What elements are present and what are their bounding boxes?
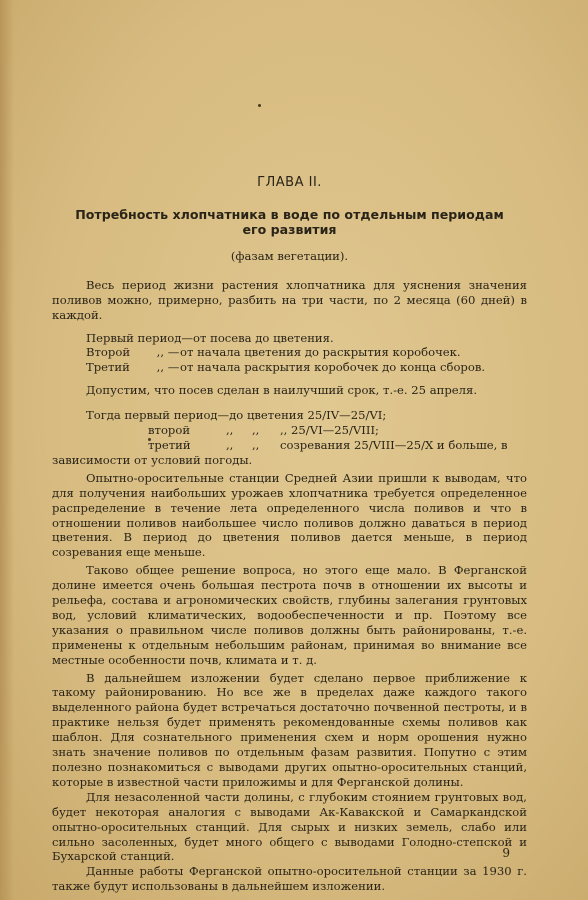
timeline-label: третий <box>148 437 191 452</box>
timeline-label: второй <box>148 423 191 438</box>
page-number: 9 <box>502 846 510 860</box>
page-edge-shadow <box>0 0 14 900</box>
period-text: от начала раскрытия коробочек до конца сборов. <box>180 360 486 375</box>
chapter-title <box>52 207 527 237</box>
paragraph-6: Для незасоленной части долины, с глубоким стоянием грунтовых вод, будет некоторая аналогия с выводами Ак-Кавакской и Самаркандской опытно-оросительных станций. Для сырых и низких земель, слабо или сильно засоленных, будет много общего с выводами Голодно-степской и Бухарской станций. <box>52 789 527 864</box>
period-dash: ,, — <box>156 360 180 375</box>
timeline-list <box>52 408 527 453</box>
timeline-row <box>148 423 527 438</box>
timeline-row <box>148 438 527 453</box>
period-row <box>86 360 527 375</box>
paragraph-7: Данные работы Ферганской опытно-оросительной станции за 1930 г. также будут использованы в дальнейшем изложении. <box>52 864 527 894</box>
timeline-dates: ,, 25/VI—25/VIII; <box>280 423 379 438</box>
period-label: Третий <box>86 360 130 375</box>
paragraph-4: Таково общее решение вопроса, но этого еще мало. В Ферганской долине имеется очень большая пестрота почв в отношении их высоты и рельефа, состава и агрономических свойств, глубины залегания грунтовых вод, условий климатических, водообеспеченности и пр. Поэтому все указания о правильном числе поливов должны быть районированы, т.-е. применены к отдельным небольшим районам, принимая во внимание все местные особенности почв, климата и т. д. <box>52 563 527 667</box>
timeline-ditto: ,, <box>252 437 260 452</box>
chapter-title-line-2: его развития <box>242 221 337 237</box>
period-label: Второй <box>86 345 131 360</box>
period-row <box>86 345 527 360</box>
periods-list <box>52 331 527 376</box>
chapter-title-line-1: Потребность хлопчатника в воде по отдельным периодам <box>75 206 504 222</box>
timeline-row <box>86 408 527 423</box>
paragraph-1: Весь период жизни растения хлопчатника для уяснения значения поливов можно, примерно, разбить на три части, по 2 месяца (60 дней) в каждой. <box>52 277 527 322</box>
period-label: Первый период <box>86 330 182 345</box>
timeline-text: Тогда первый период—до цветения 25/IV—25/VI; <box>86 408 387 423</box>
page-content <box>52 170 527 894</box>
paragraph-2: Допустим, что посев сделан в наилучший срок, т.-е. 25 апреля. <box>86 383 478 398</box>
period-dash: — <box>181 330 194 345</box>
timeline-ditto: ,, <box>226 437 234 452</box>
ink-speck <box>258 104 261 107</box>
period-text: от посева до цветения. <box>193 330 334 345</box>
paragraph-5: В дальнейшем изложении будет сделано первое приближение к такому районированию. Но все же в пределах даже каждого такого выделенного района будет встречаться достаточно почвенной пестроты, и в практике нельзя будет применять рекомендованные схемы поливов как шаблон. Для сознательного применения схем и норм орошения нужно знать значение поливов по отдельным фазам развития. Попутно с этим полезно познакомиться с выводами других опытно-оросительных станций, которые в известной части приложимы и для Ферганской долины. <box>52 670 527 789</box>
timeline-continuation: зависимости от условий погоды. <box>52 452 253 467</box>
timeline-ditto: ,, <box>252 423 260 438</box>
period-text: от начала цветения до раскрытия коробочек. <box>180 345 461 360</box>
period-row <box>86 331 527 346</box>
chapter-heading: ГЛАВА II. <box>257 175 322 190</box>
paragraph-3: Опытно-оросительные станции Средней Азии пришли к выводам, что для получения наибольших урожаев хлопчатника требуется определенное распределение в течение лета определенного числа поливов и что в отношении поливов наибольшее число поливов должно даваться в период цветения. В период до цветения поливов дается меньше, в период созревания еще меньше. <box>52 470 527 560</box>
chapter-subtitle: (фазам вегетации). <box>230 248 349 263</box>
period-dash: ,, — <box>156 345 180 360</box>
timeline-dates: созревания 25/VIII—25/X и больше, в <box>280 437 508 452</box>
timeline-ditto: ,, <box>226 423 234 438</box>
